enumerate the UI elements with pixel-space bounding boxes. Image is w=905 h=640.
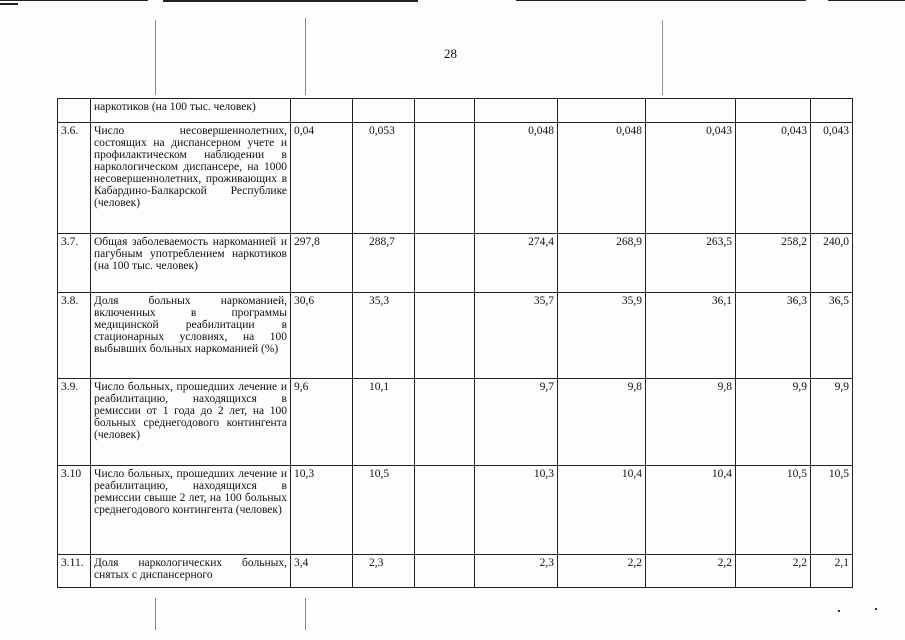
scan-vertical-mark <box>305 598 306 630</box>
row-number: 3.11. <box>58 555 91 588</box>
value-cell: 35,9 <box>558 293 646 379</box>
value-cell: 10,3 <box>291 466 353 555</box>
value-cell: 0,043 <box>736 123 811 234</box>
value-cell <box>475 99 558 123</box>
value-cell <box>415 379 475 466</box>
row-number: 3.8. <box>58 293 91 379</box>
value-cell: 274,4 <box>475 234 558 293</box>
value-cell: 2,2 <box>736 555 811 588</box>
value-cell: 36,5 <box>811 293 853 379</box>
value-cell: 10,1 <box>353 379 415 466</box>
value-cell <box>558 99 646 123</box>
scan-top-line-far <box>828 0 905 1</box>
value-cell: 9,9 <box>736 379 811 466</box>
value-cell: 3,4 <box>291 555 353 588</box>
value-cell: 0,048 <box>475 123 558 234</box>
value-cell: 10,5 <box>811 466 853 555</box>
value-cell <box>415 466 475 555</box>
value-cell: 0,043 <box>646 123 736 234</box>
value-cell: 9,6 <box>291 379 353 466</box>
value-cell: 2,1 <box>811 555 853 588</box>
value-cell: 258,2 <box>736 234 811 293</box>
value-cell: 10,5 <box>353 466 415 555</box>
indicator-name: наркотиков (на 100 тыс. человек) <box>91 99 291 123</box>
table-row <box>58 555 853 588</box>
value-cell <box>415 234 475 293</box>
table-row <box>58 123 853 234</box>
value-cell: 10,3 <box>475 466 558 555</box>
scan-top-line-right <box>516 0 806 1</box>
table-row <box>58 234 853 293</box>
value-cell: 0,043 <box>811 123 853 234</box>
scan-top-line-left <box>0 0 148 1</box>
table-body <box>58 99 853 588</box>
value-cell: 240,0 <box>811 234 853 293</box>
value-cell <box>415 99 475 123</box>
value-cell <box>736 99 811 123</box>
value-cell <box>415 293 475 379</box>
table-row <box>58 379 853 466</box>
value-cell: 263,5 <box>646 234 736 293</box>
indicator-name: Общая заболеваемость наркоманией и пагубным употреблением наркотиков (на 100 тыс. человек) <box>91 234 291 293</box>
indicator-name: Доля наркологических больных, снятых с диспансерного <box>91 555 291 588</box>
scan-dot <box>838 610 840 612</box>
value-cell: 10,4 <box>558 466 646 555</box>
value-cell: 36,3 <box>736 293 811 379</box>
value-cell <box>291 99 353 123</box>
value-cell: 2,2 <box>558 555 646 588</box>
table-row <box>58 466 853 555</box>
value-cell: 36,1 <box>646 293 736 379</box>
value-cell: 0,053 <box>353 123 415 234</box>
value-cell: 10,5 <box>736 466 811 555</box>
scan-top-line-mid <box>163 0 418 2</box>
table-row <box>58 99 853 123</box>
value-cell: 288,7 <box>353 234 415 293</box>
scan-dot <box>875 608 877 610</box>
row-number: 3.7. <box>58 234 91 293</box>
indicator-name: Доля больных наркоманией, включенных в программы медицинской реабилитации в стационарных условиях, на 100 выбывших больных наркоманией (%) <box>91 293 291 379</box>
value-cell: 9,7 <box>475 379 558 466</box>
indicator-table <box>57 98 853 588</box>
value-cell: 2,2 <box>646 555 736 588</box>
value-cell: 2,3 <box>475 555 558 588</box>
scan-vertical-mark <box>662 20 663 95</box>
scan-top-mark <box>0 3 18 5</box>
row-number: 3.10 <box>58 466 91 555</box>
indicator-name: Число больных, прошедших лечение и реабилитацию, находящихся в ремиссии свыше 2 лет, на 100 больных среднегодового контингента (человек) <box>91 466 291 555</box>
value-cell <box>415 555 475 588</box>
value-cell: 297,8 <box>291 234 353 293</box>
value-cell: 2,3 <box>353 555 415 588</box>
value-cell: 0,04 <box>291 123 353 234</box>
value-cell <box>646 99 736 123</box>
value-cell <box>415 123 475 234</box>
value-cell: 10,4 <box>646 466 736 555</box>
value-cell: 0,048 <box>558 123 646 234</box>
table-row <box>58 293 853 379</box>
value-cell: 35,7 <box>475 293 558 379</box>
value-cell: 9,9 <box>811 379 853 466</box>
value-cell: 30,6 <box>291 293 353 379</box>
value-cell <box>811 99 853 123</box>
value-cell: 35,3 <box>353 293 415 379</box>
row-number <box>58 99 91 123</box>
value-cell: 268,9 <box>558 234 646 293</box>
scan-vertical-mark <box>155 20 156 95</box>
row-number: 3.9. <box>58 379 91 466</box>
scan-vertical-mark <box>305 18 306 95</box>
page-number: 28 <box>444 46 457 61</box>
indicator-name: Число несовершеннолетних, состоящих на диспансерном учете и профилактическом наблюдении в наркологическом диспансере, на 1000 несовершеннолетних, проживающих в Кабардино-Балкарской Республике (человек) <box>91 123 291 234</box>
indicator-name: Число больных, прошедших лечение и реабилитацию, находящихся в ремиссии от 1 года до 2 лет, на 100 больных среднегодового контингента (человек) <box>91 379 291 466</box>
value-cell <box>353 99 415 123</box>
value-cell: 9,8 <box>646 379 736 466</box>
row-number: 3.6. <box>58 123 91 234</box>
value-cell: 9,8 <box>558 379 646 466</box>
scan-vertical-mark <box>155 598 156 630</box>
